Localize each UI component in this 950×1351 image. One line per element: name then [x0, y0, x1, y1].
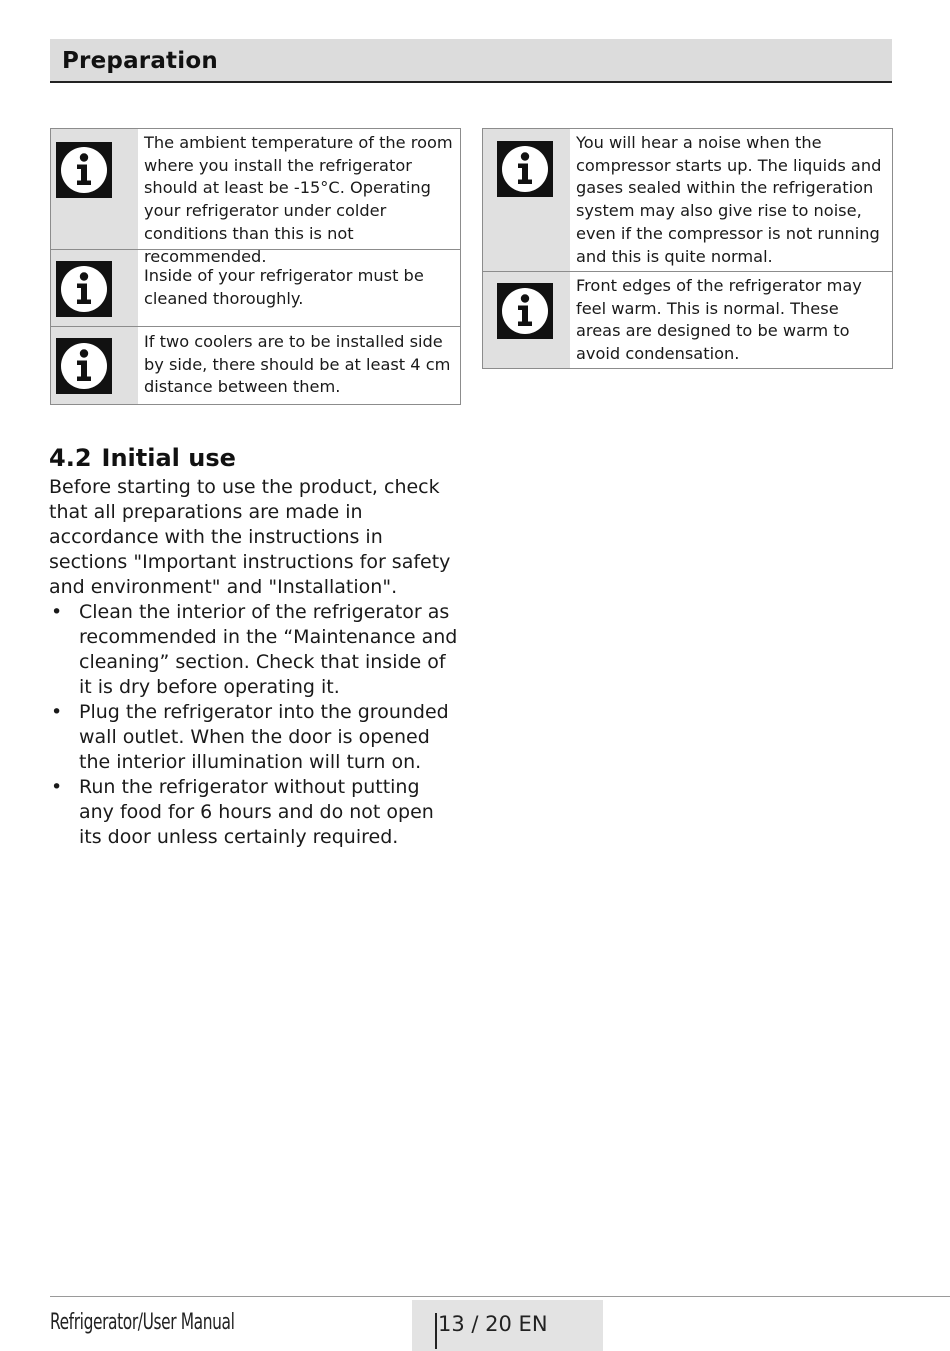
footer-manual-title: Refrigerator/User Manual — [50, 1310, 235, 1335]
page-title: Preparation — [62, 48, 218, 74]
section-title: Initial use — [101, 444, 236, 472]
note-text: The ambient temperature of the room where you install the refrigerator should at least be -15°C. Operating your refrigerator under colder conditions than this is not recommended. — [144, 133, 453, 266]
info-icon — [56, 338, 112, 394]
notes-table-left — [50, 128, 461, 405]
list-item — [49, 700, 459, 775]
bullet-icon: • — [51, 701, 63, 723]
section-heading — [49, 444, 236, 472]
bullet-icon: • — [51, 776, 63, 798]
list-item-text: Plug the refrigerator into the grounded wall outlet. When the door is opened the interior illumination will turn on. — [79, 701, 449, 773]
note-row — [51, 250, 460, 327]
page-number: 13 / 20 EN — [438, 1312, 548, 1336]
info-icon — [56, 261, 112, 317]
section-intro: Before starting to use the product, check that all preparations are made in accordance with the instructions in sections "Important instructions for safety and environment" and "Installation". — [49, 476, 451, 598]
bullet-icon: • — [51, 601, 63, 623]
footer-page-box — [412, 1300, 603, 1351]
instruction-list — [49, 600, 459, 850]
note-row — [483, 272, 892, 368]
note-text: If two coolers are to be installed side by side, there should be at least 4 cm distance between them. — [144, 332, 451, 397]
info-icon — [497, 283, 553, 339]
note-row — [51, 129, 460, 266]
footer-divider — [50, 1296, 950, 1297]
list-item-text: Clean the interior of the refrigerator as recommended in the “Maintenance and cleaning” section. Check that inside of it is dry before operating it. — [79, 601, 458, 698]
info-icon — [497, 141, 553, 197]
list-item — [49, 775, 459, 850]
list-item-text: Run the refrigerator without putting any food for 6 hours and do not open its door unless certainly required. — [79, 776, 434, 848]
note-row — [51, 327, 460, 404]
note-row — [483, 129, 892, 272]
note-text: Front edges of the refrigerator may feel warm. This is normal. These areas are designed to be warm to avoid condensation. — [576, 276, 862, 364]
notes-table-right — [482, 128, 893, 369]
note-text: You will hear a noise when the compressor starts up. The liquids and gases sealed within the refrigeration system may also give rise to noise, even if the compressor is not running and this is quite normal. — [576, 133, 882, 266]
footer-divider-tick — [435, 1313, 437, 1349]
info-icon — [56, 142, 112, 198]
section-header-bar — [50, 39, 892, 83]
section-number: 4.2 — [49, 444, 92, 472]
list-item — [49, 600, 459, 700]
note-text: Inside of your refrigerator must be cleaned thoroughly. — [144, 266, 424, 308]
